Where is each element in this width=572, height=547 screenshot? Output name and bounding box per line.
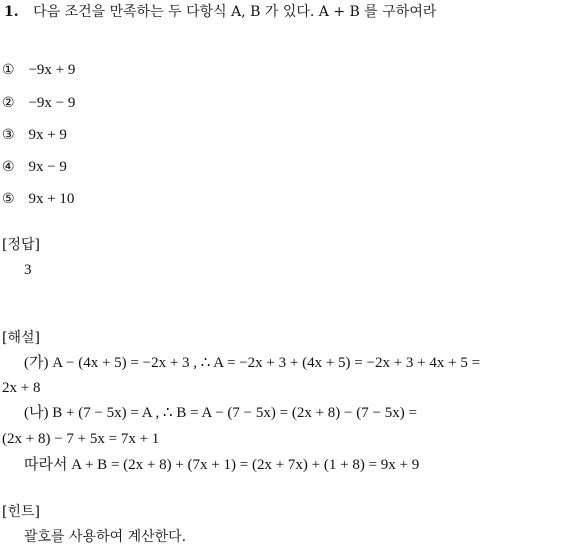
choice-text: −9x − 9 <box>28 95 76 111</box>
answer-label: [정답] <box>2 237 40 253</box>
choice-text: 9x + 10 <box>28 191 75 207</box>
answer-value: 3 <box>24 262 32 278</box>
explanation-line-1: (가) A − (4x + 5) = −2x + 3 , ∴ A = −2x + 3 + (4x + 5) = −2x + 3 + 4x + 5 = <box>24 355 481 371</box>
choice-2[interactable] <box>2 94 75 112</box>
question-text: 다음 조건을 만족하는 두 다항식 A, B 가 있다. A + B 를 구하여라 <box>33 4 437 20</box>
explanation-label: [해설] <box>2 330 40 346</box>
choice-text: 9x − 9 <box>28 159 67 175</box>
explanation-line-5: 따라서 A + B = (2x + 8) + (7x + 1) = (2x + 7x) + (1 + 8) = 9x + 9 <box>24 457 420 473</box>
choice-5[interactable] <box>2 190 74 208</box>
hint-label: [힌트] <box>2 504 40 520</box>
hint-text: 괄호를 사용하여 계산한다. <box>24 529 187 545</box>
question <box>4 3 436 21</box>
choice-mark: ④ <box>2 159 15 175</box>
choice-mark: ① <box>2 62 15 78</box>
choice-3[interactable] <box>2 126 67 144</box>
choice-1[interactable] <box>2 61 75 79</box>
choice-mark: ⑤ <box>2 191 15 207</box>
question-number: 1. <box>4 4 19 20</box>
explanation-line-3: (나) B + (7 − 5x) = A , ∴ B = A − (7 − 5x) = (2x + 8) − (7 − 5x) = <box>24 405 417 421</box>
choice-mark: ③ <box>2 127 15 143</box>
explanation-line-2: 2x + 8 <box>2 380 41 396</box>
explanation-line-4: (2x + 8) − 7 + 5x = 7x + 1 <box>2 431 160 447</box>
choice-text: 9x + 9 <box>28 127 67 143</box>
choice-4[interactable] <box>2 158 67 176</box>
choice-text: −9x + 9 <box>28 62 76 78</box>
choice-mark: ② <box>2 95 15 111</box>
